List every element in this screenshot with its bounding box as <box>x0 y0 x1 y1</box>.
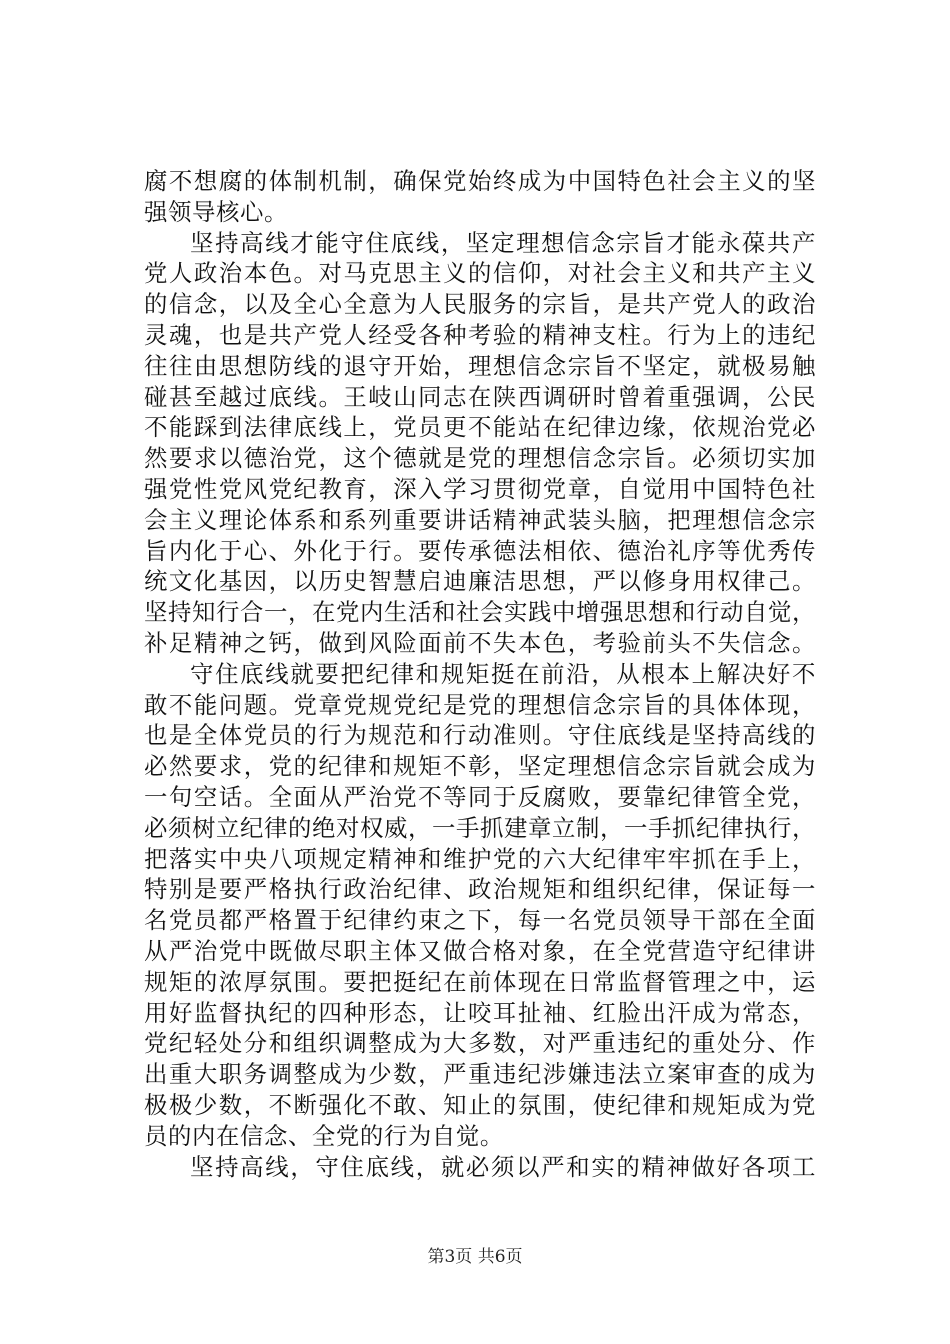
text-line: 员的内在信念、全党的行为自觉。 <box>144 1121 504 1150</box>
text-line: 必须树立纪律的绝对权威，一手抓建章立制，一手抓纪律执行， <box>144 813 816 842</box>
text-line: 碰甚至越过底线。王岐山同志在陕西调研时曾着重强调，公民 <box>144 382 816 411</box>
document-body <box>144 166 816 1182</box>
text-line: 用好监督执纪的四种形态，让咬耳扯袖、红脸出汗成为常态， <box>144 998 816 1027</box>
page-footer: 第3页 共6页 <box>427 1247 523 1267</box>
text-line: 腐不想腐的体制机制，确保党始终成为中国特色社会主义的坚 <box>144 167 816 195</box>
text-line: 坚持知行合一，在党内生活和社会实践中增强思想和行动自觉， <box>144 598 816 627</box>
text-line: 也是全体党员的行为规范和行动准则。守住底线是坚持高线的 <box>144 721 816 750</box>
text-line: 把落实中央八项规定精神和维护党的六大纪律牢牢抓在手上， <box>144 844 816 873</box>
paragraph-first-line: 坚持高线，守住底线，就必须以严和实的精神做好各项工 <box>190 1152 816 1181</box>
text-line: 出重大职务调整成为少数，严重违纪涉嫌违法立案审查的成为 <box>144 1060 816 1089</box>
text-line: 党纪轻处分和组织调整成为大多数，对严重违纪的重处分、作 <box>144 1029 816 1058</box>
text-line: 灵魂，也是共产党人经受各种考验的精神支柱。行为上的违纪 <box>144 320 816 349</box>
text-line: 强党性党风党纪教育，深入学习贯彻党章，自觉用中国特色社 <box>144 474 816 503</box>
text-line: 统文化基因，以历史智慧启迪廉洁思想，严以修身用权律己。 <box>144 567 816 596</box>
text-line: 不能踩到法律底线上，党员更不能站在纪律边缘，依规治党必 <box>144 413 816 442</box>
text-line: 会主义理论体系和系列重要讲话精神武装头脑，把理想信念宗 <box>144 505 816 534</box>
paragraph-first-line: 坚持高线才能守住底线，坚定理想信念宗旨才能永葆共产 <box>190 228 816 257</box>
text-line: 极极少数，不断强化不敢、知止的氛围，使纪律和规矩成为党 <box>144 1090 816 1119</box>
text-line: 特别是要严格执行政治纪律、政治规矩和组织纪律，保证每一 <box>144 875 816 904</box>
text-line: 一句空话。全面从严治党不等同于反腐败，要靠纪律管全党， <box>144 782 816 811</box>
text-line: 规矩的浓厚氛围。要把挺纪在前体现在日常监督管理之中，运 <box>144 967 816 996</box>
text-line: 往往由思想防线的退守开始，理想信念宗旨不坚定，就极易触 <box>144 351 816 380</box>
text-line: 旨内化于心、外化于行。要传承德法相依、德治礼序等优秀传 <box>144 536 816 565</box>
text-line: 然要求以德治党，这个德就是党的理想信念宗旨。必须切实加 <box>144 444 816 473</box>
text-line: 党人政治本色。对马克思主义的信仰，对社会主义和共产主义 <box>144 259 816 288</box>
text-line: 从严治党中既做尽职主体又做合格对象，在全党营造守纪律讲 <box>144 936 816 965</box>
text-line: 强领导核心。 <box>144 197 288 226</box>
text-line: 名党员都严格置于纪律约束之下，每一名党员领导干部在全面 <box>144 906 816 935</box>
text-line: 补足精神之钙，做到风险面前不失本色，考验前头不失信念。 <box>144 628 816 657</box>
paragraph-first-line: 守住底线就要把纪律和规矩挺在前沿，从根本上解决好不 <box>190 659 816 688</box>
text-line: 敢不能问题。党章党规党纪是党的理想信念宗旨的具体体现， <box>144 690 816 719</box>
text-line: 的信念，以及全心全意为人民服务的宗旨，是共产党人的政治 <box>144 290 816 319</box>
text-line: 必然要求，党的纪律和规矩不彰，坚定理想信念宗旨就会成为 <box>144 752 816 781</box>
